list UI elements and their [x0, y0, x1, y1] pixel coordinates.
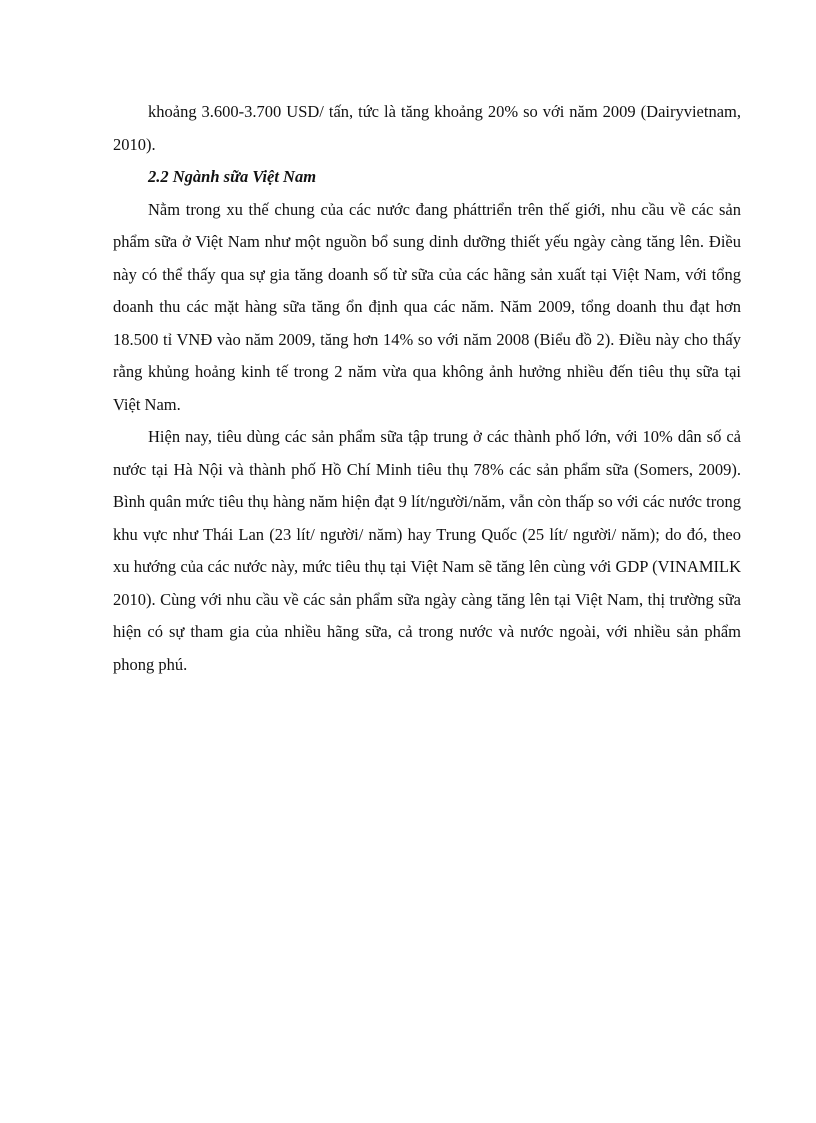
paragraph-continuation: khoảng 3.600-3.700 USD/ tấn, tức là tăng khoảng 20% so với năm 2009 (Dairyvietnam, 2010). [113, 102, 741, 154]
paragraph-consumption: Hiện nay, tiêu dùng các sản phẩm sữa tập trung ở các thành phố lớn, với 10% dân số cả nước tại Hà Nội và thành phố Hồ Chí Minh tiêu thụ 78% các sản phẩm sữa (Somers, 2009). Bình quân mức tiêu thụ hàng năm hiện đạt 9 lít/người/năm, vẫn còn thấp so với các nước trong khu vực như Thái Lan (23 lít/ người/ năm) hay Trung Quốc (25 lít/ người/ năm); do đó, theo xu hướng của các nước này, mức tiêu thụ tại Việt Nam sẽ tăng lên cùng với GDP (VINAMILK 2010). Cùng với nhu cầu về các sản phẩm sữa ngày càng tăng lên tại Việt Nam, thị trường sữa hiện có sự tham gia của nhiều hãng sữa, cả trong nước và nước ngoài, với nhiều sản phẩm phong phú. [113, 427, 741, 674]
paragraph-dairy-industry: Nằm trong xu thế chung của các nước đang pháttriển trên thế giới, nhu cầu về các sản phẩm sữa ở Việt Nam như một nguồn bổ sung dinh dưỡng thiết yếu ngày càng tăng lên. Điều này có thể thấy qua sự gia tăng doanh số từ sữa của các hãng sản xuất tại Việt Nam, với tổng doanh thu các mặt hàng sữa tăng ổn định qua các năm. Năm 2009, tổng doanh thu đạt hơn 18.500 tỉ VNĐ vào năm 2009, tăng hơn 14% so với năm 2008 (Biểu đồ 2). Điều này cho thấy rằng khủng hoảng kinh tế trong 2 năm vừa qua không ảnh hưởng nhiều đến tiêu thụ sữa tại Việt Nam. [113, 199, 741, 414]
document-body [113, 96, 741, 681]
section-heading: 2.2 Ngành sữa Việt Nam [148, 167, 317, 186]
